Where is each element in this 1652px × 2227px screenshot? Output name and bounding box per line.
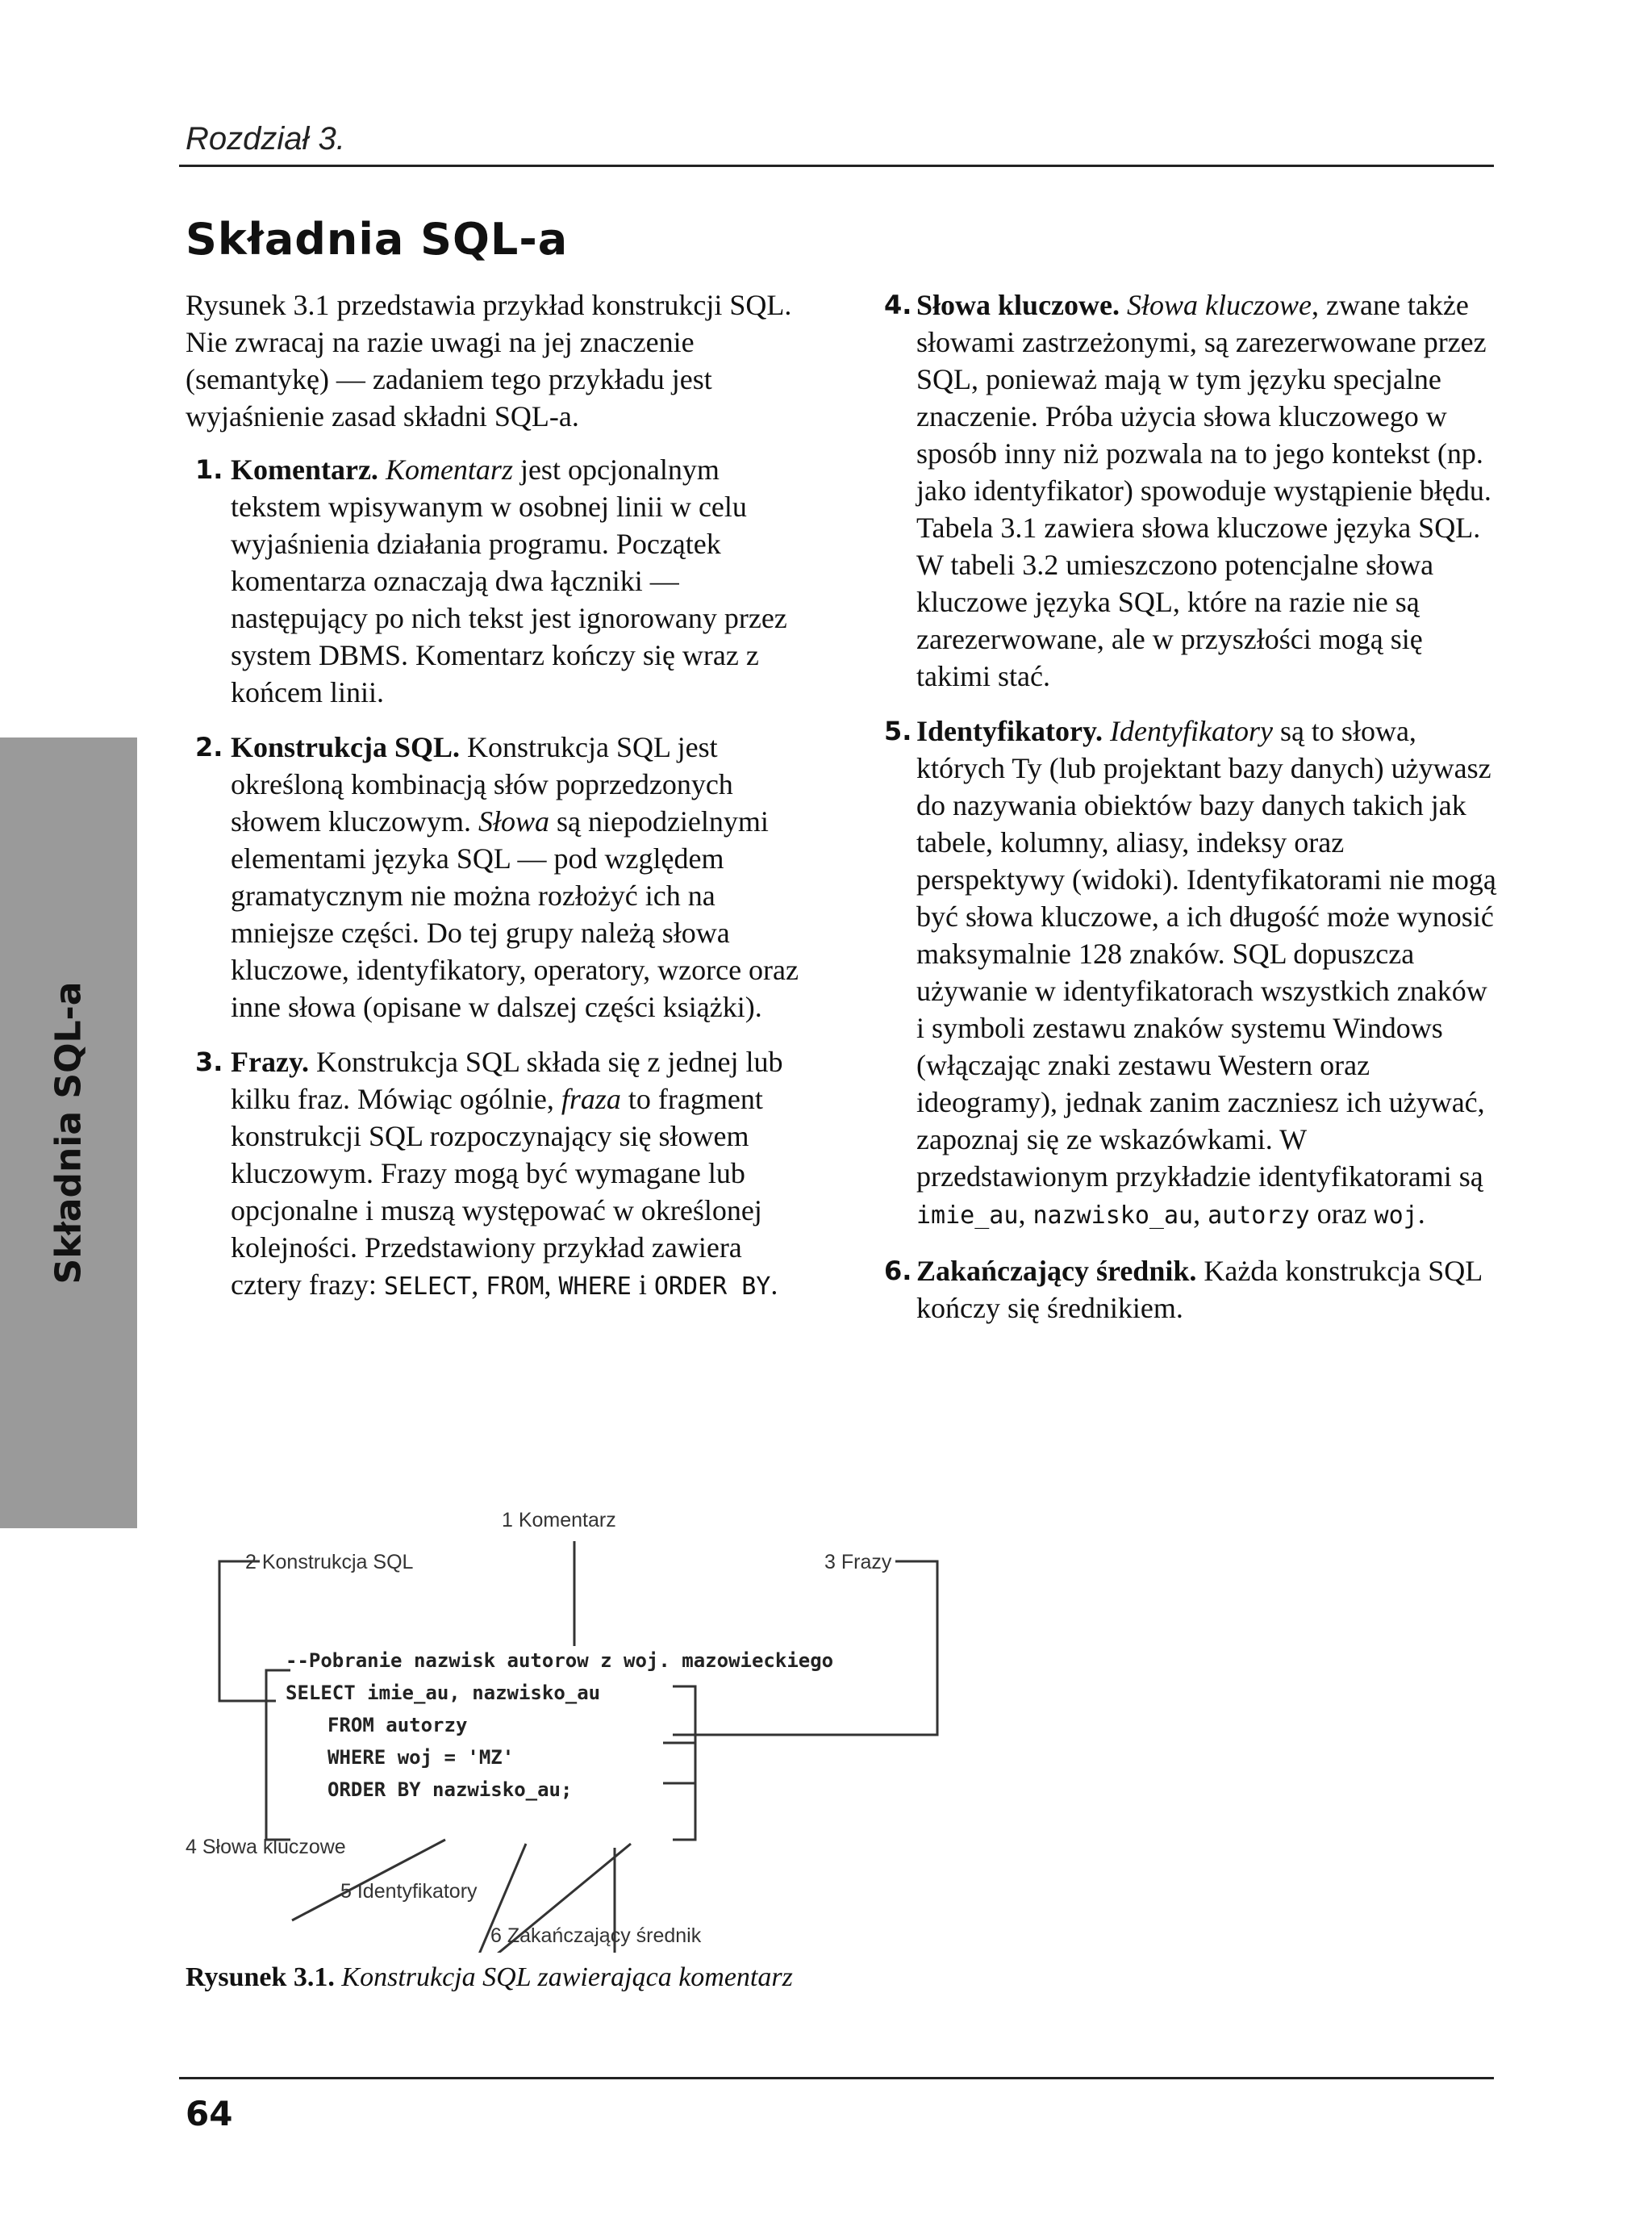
- code-line-from: FROM autorzy: [327, 1714, 468, 1736]
- item-number: 1.: [195, 454, 223, 485]
- item-term: Konstrukcja SQL.: [231, 731, 461, 763]
- caption-label: Rysunek 3.1.: [186, 1962, 335, 1992]
- right-column: [884, 286, 1497, 1344]
- code-word: FROM: [486, 1272, 544, 1301]
- list-item-identifiers: [884, 712, 1497, 1235]
- item-text: .: [1417, 1197, 1425, 1230]
- figure-label-clauses: 3 Frazy: [824, 1551, 892, 1573]
- item-emphasis: Identyfikatory: [1110, 715, 1273, 747]
- list-item-semicolon: [884, 1252, 1497, 1327]
- side-tab-label: Składnia SQL-a: [48, 981, 90, 1285]
- item-emphasis: Komentarz: [385, 453, 513, 486]
- item-term: Frazy.: [231, 1046, 309, 1078]
- code-word: autorzy: [1208, 1201, 1310, 1230]
- code-word: nazwisko_au: [1032, 1201, 1194, 1230]
- code-line-comment: --Pobranie nazwisk autorow z woj. mazowieckiego: [286, 1649, 834, 1672]
- item-number: 6.: [884, 1256, 912, 1286]
- item-text: , zwane także słowami zastrzeżonymi, są zarezerwowane przez SQL, ponieważ mają w tym języku specjalne znaczenie. Próba użycia słowa kluczowego w sposób inny niż pozwala na to jego kontekst (np. jako identyfikator) spowoduje wystąpienie błędu. Tabela 3.1 zawiera słowa kluczowe języka SQL. W tabeli 3.2 umieszczono potencjalne słowa kluczowe języka SQL, które na razie nie są zarezerwowane, ale w przyszłości mogą się takimi stać.: [916, 289, 1491, 692]
- item-text: Konstrukcja SQL jest określoną kombinacją słów poprzedzonych słowem kluczowym.: [231, 731, 733, 838]
- chapter-header: Rozdział 3.: [186, 121, 345, 157]
- figure-label-comment: 1 Komentarz: [502, 1509, 616, 1531]
- item-text: ,: [471, 1268, 486, 1301]
- item-emphasis: fraza: [561, 1083, 621, 1115]
- list-item-keywords: [884, 286, 1497, 695]
- item-text: i: [631, 1268, 654, 1301]
- item-number: 5.: [884, 716, 912, 746]
- item-number: 4.: [884, 290, 912, 320]
- item-emphasis: Słowa: [478, 805, 549, 838]
- footer-rule: [179, 2077, 1494, 2079]
- header-rule: [179, 165, 1494, 167]
- item-number: 3.: [195, 1047, 223, 1077]
- figure-label-semicolon: 6 Zakańczający średnik: [490, 1924, 702, 1947]
- item-text: to fragment konstrukcji SQL rozpoczynający się słowem kluczowym. Frazy mogą być wymagane lub opcjonalne i muszą występować w określonej kolejności. Przedstawiony przykład zawiera cztery frazy:: [231, 1083, 763, 1301]
- left-column: [186, 286, 815, 1323]
- code-line-order-by: ORDER BY nazwisko_au;: [327, 1778, 573, 1801]
- item-text: ,: [1193, 1197, 1208, 1230]
- item-text: ,: [1018, 1197, 1033, 1230]
- figure-caption: [186, 1962, 793, 1993]
- code-word: ORDER BY: [653, 1272, 771, 1301]
- figure-label-statement: 2 Konstrukcja SQL: [245, 1551, 414, 1573]
- figure-label-keywords: 4 Słowa kluczowe: [186, 1836, 346, 1858]
- figure-label-identifiers: 5 Identyfikatory: [340, 1880, 478, 1903]
- item-term: Komentarz.: [231, 453, 378, 486]
- code-word: woj: [1374, 1201, 1418, 1230]
- code-word: imie_au: [916, 1201, 1019, 1230]
- item-term: Identyfikatory.: [916, 715, 1103, 747]
- item-text: ,: [544, 1268, 559, 1301]
- item-text: są niepodzielnymi elementami języka SQL — pod względem gramatycznym nie można rozłożyć ich na mniejsze części. Do tej grupy należą słowa kluczowe, identyfikatory, operatory, wzorce oraz inne słowa (opisane w dalszej części książki).: [231, 805, 799, 1023]
- item-number: 2.: [195, 732, 223, 763]
- caption-text: Konstrukcja SQL zawierająca komentarz: [334, 1962, 793, 1992]
- page-number: 64: [186, 2094, 233, 2133]
- item-text: Każda konstrukcja SQL kończy się średnikiem.: [916, 1255, 1482, 1324]
- code-line-select: SELECT imie_au, nazwisko_au: [286, 1682, 601, 1704]
- section-title: Składnia SQL-a: [186, 214, 569, 265]
- intro-paragraph: Rysunek 3.1 przedstawia przykład konstrukcji SQL. Nie zwracaj na razie uwagi na jej znaczenie (semantykę) — zadaniem tego przykładu jest wyjaśnienie zasad składni SQL-a.: [186, 289, 792, 432]
- item-emphasis: Słowa kluczowe: [1127, 289, 1312, 321]
- sql-statement-figure: [179, 1501, 953, 1953]
- list-item-clauses: [186, 1043, 815, 1306]
- item-text: Konstrukcja SQL składa się z jednej lub kilku fraz. Mówiąc ogólnie,: [231, 1046, 783, 1115]
- code-line-where: WHERE woj = 'MZ': [327, 1746, 515, 1769]
- list-item-comment: [186, 451, 815, 711]
- item-term: Zakańczający średnik.: [916, 1255, 1197, 1287]
- list-item-statement: [186, 729, 815, 1026]
- side-tab: [0, 737, 137, 1528]
- code-word: SELECT: [383, 1272, 472, 1301]
- item-text: oraz: [1309, 1197, 1375, 1230]
- code-word: WHERE: [558, 1272, 632, 1301]
- item-text: jest opcjonalnym tekstem wpisywanym w osobnej linii w celu wyjaśnienia działania programu. Początek komentarza oznaczają dwa łączniki — następujący po nich tekst jest ignorowany przez system DBMS. Komentarz kończy się wraz z końcem linii.: [231, 453, 787, 708]
- item-term: Słowa kluczowe.: [916, 289, 1120, 321]
- item-text: .: [770, 1268, 778, 1301]
- item-text: są to słowa, których Ty (lub projektant bazy danych) używasz do nazywania obiektów bazy danych takich jak tabele, kolumny, aliasy, indeksy oraz perspektywy (widoki). Identyfikatorami nie mogą być słowa kluczowe, a ich długość może wynosić maksymalnie 128 znaków. SQL dopuszcza używanie w identyfikatorach wszystkich znaków i symboli zestawu znaków systemu Windows (włączając znaki zestawu Western oraz ideogramy), jednak zanim zaczniesz ich używać, zapoznaj się ze wskazówkami. W przedstawionym przykładzie identyfikatorami są: [916, 715, 1496, 1193]
